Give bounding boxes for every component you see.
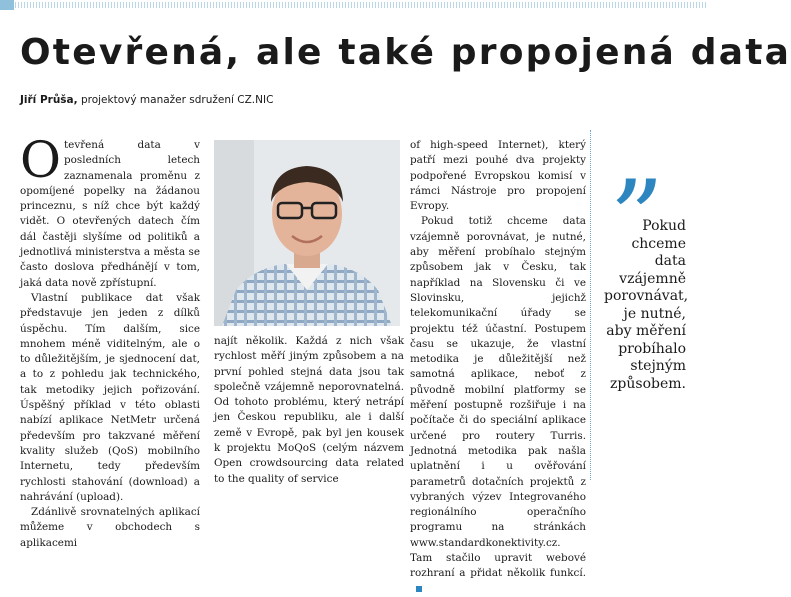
article-headline: Otevřená, ale také propojená data (20, 32, 791, 73)
author-name: Jiří Průša, (20, 94, 78, 106)
paragraph (20, 131, 200, 291)
paragraph: Zdánlivě srovnatelných aplikací můžeme v obchodech s aplikacemi (20, 506, 200, 549)
top-stripe (0, 2, 708, 8)
text-column-1 (20, 131, 200, 551)
text-column-2 (214, 334, 404, 487)
end-mark-icon (416, 586, 422, 592)
paragraph: of high-speed Internet), který patří mezi pouhé dva projekty podpořené Evropskou komisí v rámci Nástroje pro propojení Evropy. (410, 139, 586, 213)
quote-mark-icon: „ (612, 93, 666, 215)
paragraph-text: Pokud totiž chceme data vzájemně porovnávat, je nutné, aby měření probíhalo stejným způsobem jak v Česku, tak například na Slovensku či ve Slovinsku, jejichž telekomunikační úřady se projektu též účastní. Postupem času se ukazuje, že vlastní metodika je důležitější než samotná aplikace, neboť z původně mobilní platformy se měření postupně rozšiřuje i na počítače či do speciální aplikace určené pro routery Turris. Jednotná metodika pak našla uplatnění i u ověřování parametrů dotačních projektů z vybraných výzev Integrovaného regionálního operačního programu na stránkách www.standardkonektivity.cz. Tam stačilo upravit webové rozhraní a přidat několik funkcí. (410, 215, 586, 580)
top-decorative-bar (0, 0, 708, 12)
paragraph: najít několik. Každá z nich však rychlost měří jiným způsobem a na první pohled stejná data jsou tak společně vzájemně neporovnatelná. Od tohoto problému, který netrápí jen Českou republiku, ale i další země v Evropě, pak byl jen kousek k projektu MoQoS (celým názvem Open crowdsourcing data related to the quality of service (214, 335, 404, 485)
paragraph-text: tevřená data v posledních letech zaznamenala proměnu z opomíjené popelky na žádanou princeznu, s níž chce být každý vidět. O otevřených datech čím dál častěji slyšíme od politiků a jednotlivá ministerstva a města se často doslova předhánějí v tom, jaká data nově zpřístupní. (20, 139, 200, 289)
paragraph (410, 214, 586, 596)
dotted-divider (590, 130, 591, 480)
author-role: projektový manažer sdružení CZ.NIC (77, 94, 274, 106)
drop-cap: O (20, 131, 61, 189)
portrait-image (214, 140, 400, 326)
paragraph: Vlastní publikace dat však představuje jen jeden z dílků úspěchu. Tím dalším, sice mnohem méně viditelným, ale o to důležitějším, je sjednocení dat, a to z pohledu jak technického, tak metodiky jejich pořizování. Úspěšný příklad v této oblasti nabízí aplikace NetMetr určená především pro takzvané měření kvality služeb (QoS) mobilního Internetu, tedy především rychlosti stahování (download) a nahrávání (upload). (20, 291, 200, 503)
pull-quote-sidebar (590, 93, 708, 492)
author-photo (214, 140, 400, 326)
text-column-3 (410, 138, 586, 597)
article-byline (20, 94, 273, 106)
pull-quote-text: Pokud chceme data vzájemně porovnávat, je nutné, aby měření probíhalo stejným způsobem. (604, 218, 689, 392)
top-stripe-cap (0, 0, 14, 10)
